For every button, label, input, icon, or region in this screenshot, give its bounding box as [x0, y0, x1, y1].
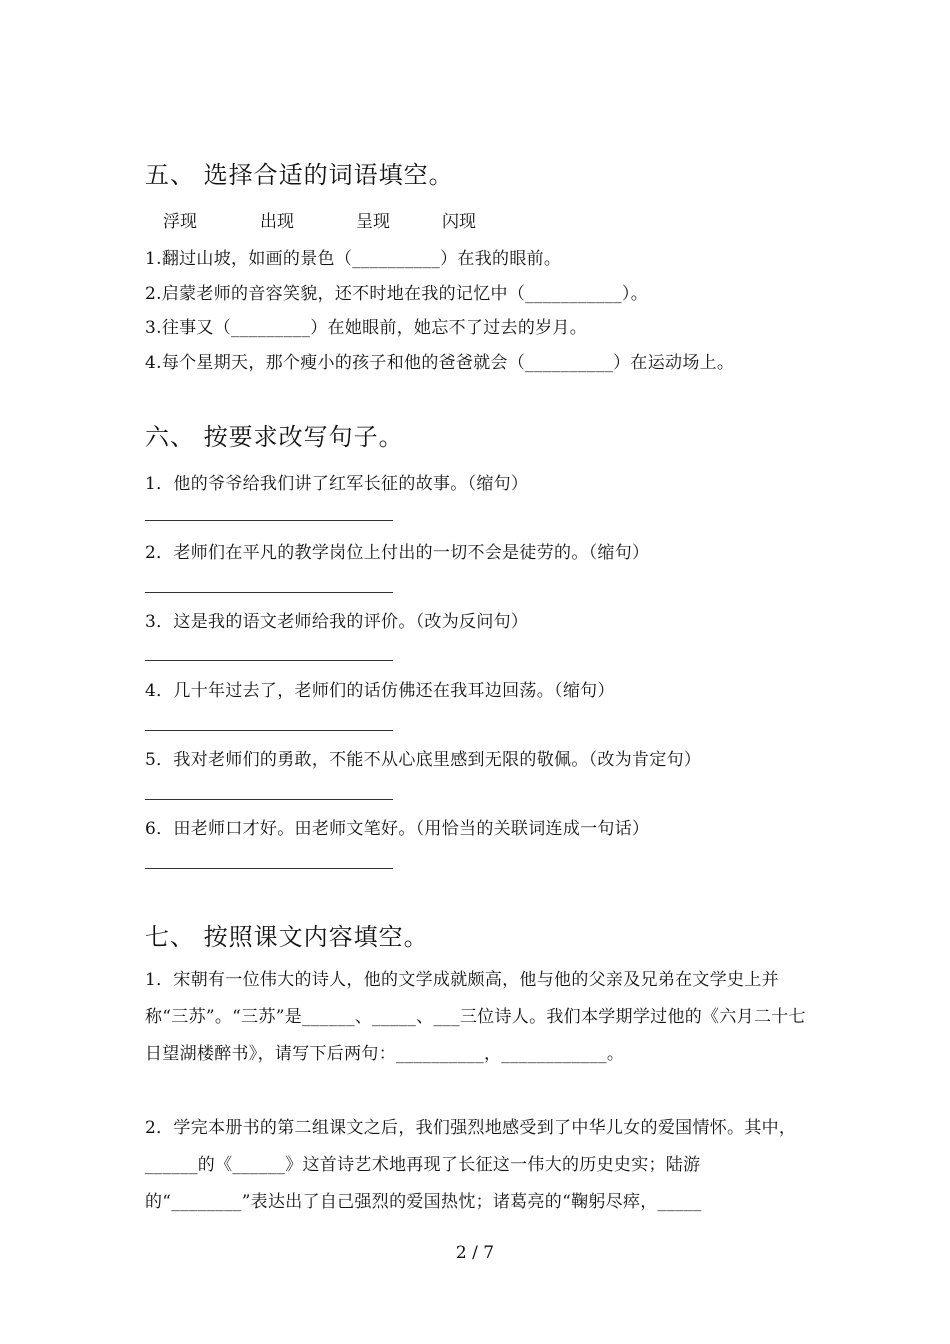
fill-item: 4.每个星期天，那个瘦小的孩子和他的爸爸就会（__________）在运动场上。 — [145, 353, 735, 373]
fill-item: 1.翻过山坡，如画的景色（__________）在我的眼前。 — [145, 249, 562, 269]
answer-line[interactable] — [145, 520, 393, 521]
answer-line[interactable] — [145, 592, 393, 593]
question-2: 2．学完本册书的第二组课文之后，我们强烈地感受到了中华儿女的爱国情怀。其中，______的《______》这首诗艺术地再现了长征这一伟大的历史史实；陆游的“________”表达出了自己强烈的爱国热忱；诸葛亮的“鞠躬尽瘁，_____ — [145, 1118, 797, 1212]
answer-line[interactable] — [145, 868, 393, 869]
answer-line[interactable] — [145, 799, 393, 800]
rewrite-item: 5．我对老师们的勇敢，不能不从心底里感到无限的敬佩。（改为肯定句） — [145, 750, 702, 770]
rewrite-item: 4．几十年过去了，老师们的话仿佛还在我耳边回荡。（缩句） — [145, 681, 615, 701]
rewrite-item: 6．田老师口才好。田老师文笔好。（用恰当的关联词连成一句话） — [145, 819, 650, 839]
page-number: 2 / 7 — [455, 1243, 495, 1263]
section-7-title: 七、 按照课文内容填空。 — [145, 923, 429, 951]
rewrite-item: 1．他的爷爷给我们讲了红军长征的故事。（缩句） — [145, 474, 529, 494]
rewrite-item: 3．这是我的语文老师给我的评价。（改为反问句） — [145, 612, 529, 632]
answer-line[interactable] — [145, 730, 393, 731]
fill-item: 2.启蒙老师的音容笑貌，还不时地在我的记忆中（___________）。 — [145, 284, 649, 304]
question-1: 1．宋朝有一位伟大的诗人，他的文学成就颇高，他与他的父亲及兄弟在文学史上并称“三苏”。“三苏”是______、_____、___三位诗人。我们本学期学过他的《六月二十七日望湖楼醉书》，请写下后两句：__________，____________。 — [145, 970, 806, 1064]
rewrite-item: 2．老师们在平凡的教学岗位上付出的一切不会是徒劳的。（缩句） — [145, 543, 650, 563]
word-option: 呈现 — [356, 212, 390, 232]
word-option: 出现 — [260, 212, 294, 232]
word-option: 闪现 — [442, 212, 476, 232]
section-5-title: 五、 选择合适的词语填空。 — [145, 161, 454, 189]
section-6-title: 六、 按要求改写句子。 — [145, 423, 404, 451]
answer-line[interactable] — [145, 660, 393, 661]
fill-item: 3.往事又（_________）在她眼前，她忘不了过去的岁月。 — [145, 318, 588, 338]
word-option: 浮现 — [163, 212, 197, 232]
